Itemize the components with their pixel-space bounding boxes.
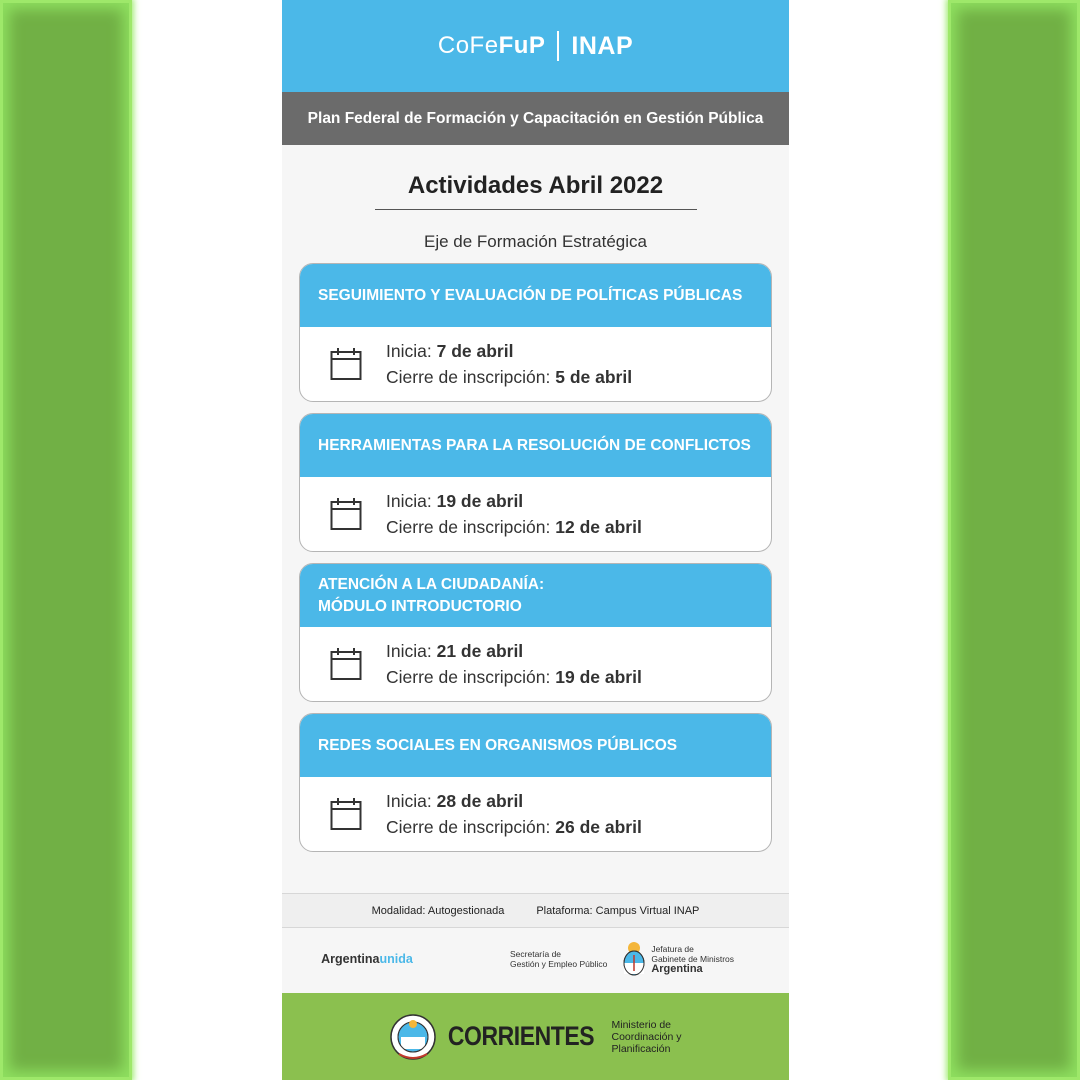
activity-title: ATENCIÓN A LA CIUDADANÍA: MÓDULO INTRODUCTORIO bbox=[300, 564, 771, 627]
activity-card bbox=[299, 713, 772, 852]
brand-inap: INAP bbox=[571, 31, 634, 60]
sponsor-logos bbox=[282, 927, 789, 991]
secretaria-logo: Secretaría de Gestión y Empleo Público bbox=[510, 949, 608, 969]
provincial-seal-icon bbox=[389, 1010, 437, 1064]
brand-header bbox=[282, 0, 789, 92]
activity-list bbox=[299, 263, 772, 863]
activity-dates bbox=[300, 777, 771, 851]
calendar-icon bbox=[330, 347, 362, 381]
brand-fup: FuP bbox=[498, 32, 546, 59]
plan-banner: Plan Federal de Formación y Capacitación en Gestión Pública bbox=[282, 92, 789, 145]
close-date: Cierre de inscripción: 5 de abril bbox=[386, 367, 633, 387]
activity-dates bbox=[300, 327, 771, 401]
start-date: Inicia: 7 de abril bbox=[386, 341, 514, 361]
left-green-frame bbox=[0, 0, 132, 1080]
activity-card bbox=[299, 263, 772, 402]
title-underline bbox=[375, 209, 697, 210]
activity-title: REDES SOCIALES EN ORGANISMOS PÚBLICOS bbox=[300, 714, 771, 777]
argentina-unida-logo: Argentinaunida bbox=[321, 952, 413, 966]
start-date: Inicia: 21 de abril bbox=[386, 641, 524, 661]
activity-title: SEGUIMIENTO Y EVALUACIÓN DE POLÍTICAS PÚBLICAS bbox=[300, 264, 771, 327]
ministerio-text: Ministerio de Coordinación y Planificación bbox=[611, 1018, 682, 1055]
right-green-frame bbox=[948, 0, 1080, 1080]
brand-cofe: CoFe bbox=[437, 32, 499, 59]
brand-separator bbox=[557, 31, 559, 61]
close-date: Cierre de inscripción: 12 de abril bbox=[386, 517, 642, 537]
activity-card bbox=[299, 413, 772, 552]
activity-card bbox=[299, 563, 772, 702]
activity-dates bbox=[300, 477, 771, 551]
calendar-icon bbox=[330, 497, 362, 531]
page-subtitle: Eje de Formación Estratégica bbox=[424, 232, 647, 251]
jefatura-logo: Jefatura de Gabinete de Ministros Argentina bbox=[621, 941, 734, 977]
info-strip bbox=[282, 893, 789, 928]
close-date: Cierre de inscripción: 19 de abril bbox=[386, 667, 642, 687]
activity-dates bbox=[300, 627, 771, 701]
start-date: Inicia: 19 de abril bbox=[386, 491, 524, 511]
close-date: Cierre de inscripción: 26 de abril bbox=[386, 817, 642, 837]
activity-title: HERRAMIENTAS PARA LA RESOLUCIÓN DE CONFLICTOS bbox=[300, 414, 771, 477]
corrientes-wordmark: CORRIENTES bbox=[448, 1021, 595, 1051]
poster bbox=[282, 0, 789, 1080]
page-title: Actividades Abril 2022 bbox=[407, 172, 664, 199]
corrientes-footer bbox=[282, 993, 789, 1080]
coat-of-arms-icon bbox=[621, 941, 647, 977]
plataforma-text: Plataforma: Campus Virtual INAP bbox=[536, 904, 700, 917]
calendar-icon bbox=[330, 647, 362, 681]
modalidad-text: Modalidad: Autogestionada bbox=[371, 904, 505, 917]
brand-logo bbox=[438, 31, 633, 61]
start-date: Inicia: 28 de abril bbox=[386, 791, 524, 811]
calendar-icon bbox=[330, 797, 362, 831]
